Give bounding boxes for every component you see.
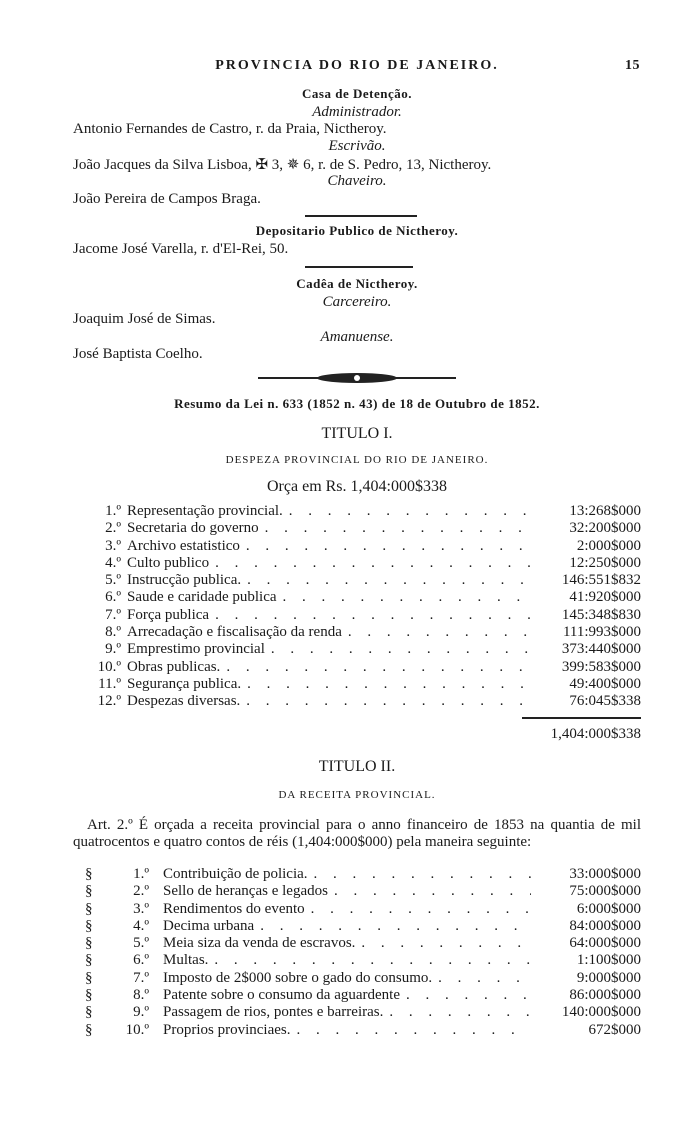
item-number: 3.º <box>105 537 121 554</box>
item-number: 10.º <box>97 658 121 675</box>
section-sign: § <box>85 952 93 969</box>
dot-leader <box>283 503 531 520</box>
dot-leader <box>277 589 531 606</box>
section-sign: § <box>85 987 93 1004</box>
despeza-table <box>73 503 641 711</box>
item-number: 1.º <box>133 866 149 882</box>
item-number: 11.º <box>98 675 121 692</box>
item-value: 84:000$000 <box>569 917 641 934</box>
divider <box>305 266 413 268</box>
dot-leader <box>305 901 531 918</box>
section-sign: § <box>85 969 93 986</box>
table-row <box>73 589 641 606</box>
item-number: 9.º <box>105 641 121 658</box>
item-value: 13:268$000 <box>569 503 641 519</box>
table-row <box>73 607 641 624</box>
item-number: 10.º <box>125 1021 149 1038</box>
item-value: 140:000$000 <box>561 1004 641 1021</box>
dot-leader <box>241 572 531 589</box>
sum-rule <box>522 717 641 719</box>
item-label: Rendimentos do evento <box>163 900 305 917</box>
item-number: 8.º <box>105 624 121 641</box>
role-label: Amanuense. <box>320 329 394 345</box>
section-sign: § <box>85 883 93 900</box>
person-entry: João Jacques da Silva Lisboa, ✠ 3, ✵ 6, r. de S. Pedro, 13, Nictheroy. <box>73 157 492 173</box>
item-number: 6.º <box>133 952 149 969</box>
dot-leader <box>400 987 531 1004</box>
item-label: Meia siza da venda de escravos. <box>163 935 356 952</box>
dot-leader <box>241 676 531 693</box>
person-entry: Jacome José Varella, r. d'El-Rei, 50. <box>73 241 289 257</box>
dot-leader <box>240 538 531 555</box>
item-number: 2.º <box>133 883 149 900</box>
item-value: 373:440$000 <box>561 641 641 658</box>
dot-leader <box>265 641 531 658</box>
section-sign: § <box>85 1021 93 1038</box>
item-value: 41:920$000 <box>569 589 641 606</box>
table-row <box>73 901 641 918</box>
role-label: Carcereiro. <box>322 294 392 310</box>
item-number: 3.º <box>133 900 149 917</box>
item-label: Emprestimo provincial <box>127 641 265 658</box>
item-value: 75:000$000 <box>569 883 641 900</box>
person-entry: José Baptista Coelho. <box>73 346 203 362</box>
item-value: 49:400$000 <box>569 675 641 692</box>
divider <box>305 215 417 217</box>
titulo-1-subtitle: DESPEZA PROVINCIAL DO RIO DE JANEIRO. <box>225 454 489 466</box>
dot-leader <box>342 624 531 641</box>
resumo-title: Resumo da Lei n. 633 (1852 n. 43) de 18 de Outubro de 1852. <box>174 396 540 411</box>
person-entry: João Pereira de Campos Braga. <box>73 191 261 207</box>
item-label: Sello de heranças e legados <box>163 883 328 900</box>
section-heading-depositario: Depositario Publico de Nictheroy. <box>255 223 459 238</box>
ornament-divider <box>258 372 456 384</box>
item-value: 64:000$000 <box>569 935 641 952</box>
item-label: Contribuição de policia. <box>163 866 308 882</box>
dot-leader <box>209 555 531 572</box>
orca-total: Orça em Rs. 1,404:000$338 <box>267 478 447 495</box>
item-number: 4.º <box>133 917 149 934</box>
item-value: 146:551$832 <box>561 572 641 589</box>
section-sign: § <box>85 917 93 934</box>
table-row <box>73 918 641 935</box>
item-number: 5.º <box>133 935 149 952</box>
table-row <box>73 883 641 900</box>
item-value: 32:200$000 <box>569 520 641 537</box>
role-label: Chaveiro. <box>327 173 387 189</box>
running-header: PROVINCIA DO RIO DE JANEIRO. <box>215 58 499 73</box>
section-heading-casa-detencao: Casa de Detenção. <box>302 86 412 101</box>
item-number: 12.º <box>97 693 121 710</box>
table-row <box>73 935 641 952</box>
table-row <box>73 1022 641 1039</box>
item-value: 111:993$000 <box>562 624 641 641</box>
item-label: Multas. <box>163 952 209 969</box>
table-row <box>73 538 641 555</box>
table-row <box>73 866 641 883</box>
dot-leader <box>432 970 531 987</box>
item-value: 9:000$000 <box>576 969 641 986</box>
despeza-total: 1,404:000$338 <box>550 726 641 742</box>
item-label: Obras publicas. <box>127 658 221 675</box>
dot-leader <box>208 952 531 969</box>
item-value: 672$000 <box>588 1021 641 1038</box>
item-label: Arrecadação e fiscalisação da renda <box>127 624 342 641</box>
person-entry: Antonio Fernandes de Castro, r. da Praia, Nictheroy. <box>73 121 387 137</box>
dot-leader <box>383 1004 531 1021</box>
item-label: Representação provincial. <box>127 503 283 519</box>
receita-table <box>73 866 641 1039</box>
section-sign: § <box>85 935 93 952</box>
table-row <box>73 503 641 520</box>
dot-leader <box>259 520 531 537</box>
section-sign: § <box>85 900 93 917</box>
item-label: Saude e caridade publica <box>127 589 277 606</box>
item-number: 2.º <box>105 520 121 537</box>
item-label: Proprios provinciaes. <box>163 1021 291 1038</box>
person-entry: Joaquim José de Simas. <box>73 311 216 327</box>
item-label: Instrucção publica. <box>127 572 242 589</box>
item-number: 1.º <box>105 503 121 519</box>
table-row <box>73 676 641 693</box>
item-label: Patente sobre o consumo da aguardente <box>163 987 401 1004</box>
item-label: Passagem de rios, pontes e barreiras. <box>163 1004 384 1021</box>
item-label: Força publica <box>127 606 210 623</box>
item-value: 6:000$000 <box>576 900 641 917</box>
table-row <box>73 555 641 572</box>
item-label: Secretaria do governo <box>127 520 259 537</box>
table-row <box>73 970 641 987</box>
dot-leader <box>220 659 531 676</box>
titulo-1: TITULO I. <box>321 425 393 442</box>
item-value: 86:000$000 <box>569 987 641 1004</box>
role-label: Escrivão. <box>328 138 386 154</box>
table-row <box>73 1004 641 1021</box>
item-value: 76:045$338 <box>569 693 641 710</box>
table-row <box>73 624 641 641</box>
table-row <box>73 952 641 969</box>
titulo-2-subtitle: DA RECEITA PROVINCIAL. <box>278 789 436 801</box>
item-label: Archivo estatistico <box>127 537 240 554</box>
section-sign: § <box>85 866 93 882</box>
item-label: Segurança publica. <box>127 675 242 692</box>
table-row <box>73 520 641 537</box>
section-heading-cadea: Cadêa de Nictheroy. <box>296 276 418 291</box>
table-row <box>73 641 641 658</box>
dot-leader <box>209 607 531 624</box>
item-number: 6.º <box>105 589 121 606</box>
titulo-2: TITULO II. <box>318 758 396 775</box>
item-label: Culto publico <box>127 554 210 571</box>
item-number: 4.º <box>105 554 121 571</box>
item-label: Despezas diversas. <box>127 693 241 710</box>
item-value: 1:100$000 <box>576 952 641 969</box>
dot-leader <box>254 918 531 935</box>
item-value: 12:250$000 <box>569 554 641 571</box>
article-2-text: Art. 2.º É orçada a receita provincial para o anno financeiro de 1853 na quantia de mil quatrocentos e quatro contos de réis (1,404:000$000) pela maneira seguinte: <box>73 817 641 850</box>
dot-leader <box>240 693 531 710</box>
dot-leader <box>308 866 531 883</box>
item-number: 7.º <box>133 969 149 986</box>
table-row <box>73 659 641 676</box>
table-row <box>73 987 641 1004</box>
item-number: 9.º <box>133 1004 149 1021</box>
item-value: 33:000$000 <box>569 866 641 882</box>
table-row <box>73 572 641 589</box>
item-value: 399:583$000 <box>561 658 641 675</box>
item-label: Imposto de 2$000 sobre o gado do consumo. <box>163 969 433 986</box>
item-value: 2:000$000 <box>576 537 641 554</box>
table-row <box>73 693 641 710</box>
item-number: 8.º <box>133 987 149 1004</box>
page-number: 15 <box>625 58 640 73</box>
role-label: Administrador. <box>312 104 402 120</box>
section-sign: § <box>85 1004 93 1021</box>
dot-leader <box>290 1022 531 1039</box>
dot-leader <box>355 935 531 952</box>
item-number: 7.º <box>105 606 121 623</box>
item-label: Decima urbana <box>163 917 255 934</box>
dot-leader <box>328 883 531 900</box>
item-value: 145:348$830 <box>561 606 641 623</box>
item-number: 5.º <box>105 572 121 589</box>
